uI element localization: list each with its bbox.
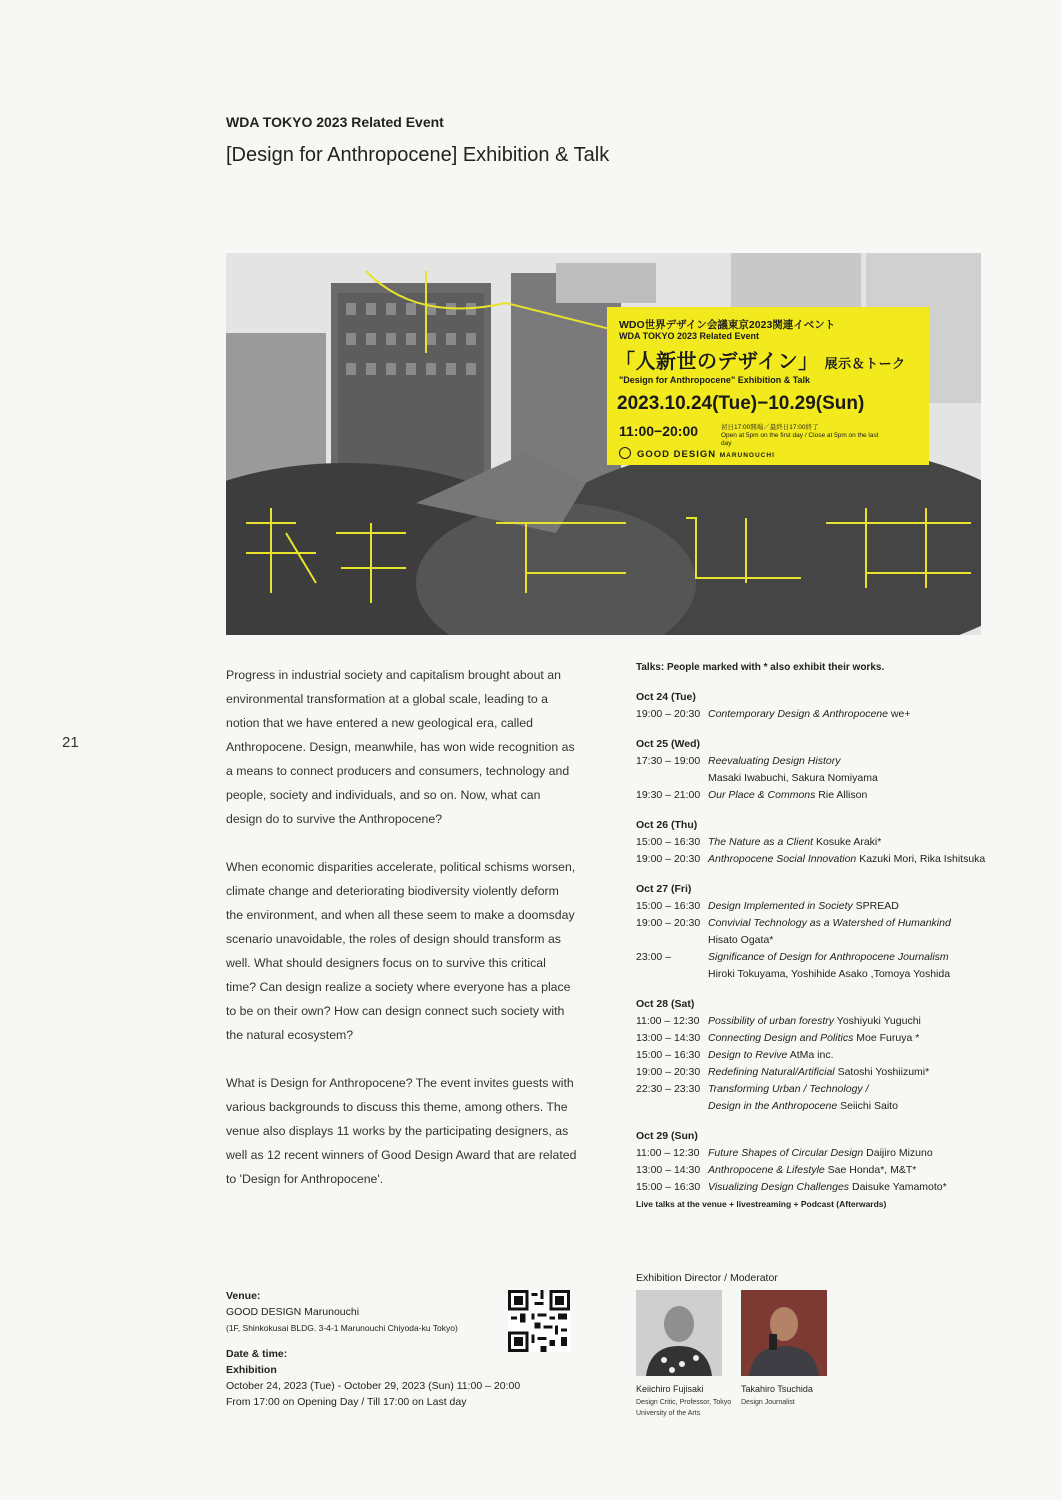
talk-people: Rie Allison — [818, 789, 868, 801]
talk-row — [636, 949, 996, 966]
director-photo-2 — [741, 1290, 827, 1376]
talk-people: Sae Honda*, M&T* — [827, 1164, 917, 1176]
schedule-day-heading: Oct 27 (Fri) — [636, 883, 692, 895]
talk-people: SPREAD — [855, 900, 899, 912]
talk-title: Convivial Technology as a Watershed of Humankind — [708, 917, 951, 929]
talk-people: Daijiro Mizuno — [866, 1147, 933, 1159]
talk-row — [636, 834, 996, 851]
talk-detail — [708, 706, 996, 723]
talk-time: 15:00 – 16:30 — [636, 900, 701, 912]
talk-title: The Nature as a Client — [708, 836, 814, 848]
talk-continuation: Hisato Ogata* — [708, 934, 774, 946]
qr-code-icon[interactable] — [508, 1290, 570, 1352]
talk-time: 13:00 – 14:30 — [636, 1164, 701, 1176]
talk-continuation: Hiroki Tokuyama, Yoshihide Asako ,Tomoya Yoshida — [708, 968, 951, 980]
talk-detail — [708, 1013, 996, 1030]
talk-detail — [708, 1081, 996, 1098]
talk-title: Design to Revive — [708, 1049, 788, 1061]
exhibition-dates: October 24, 2023 (Tue) - October 29, 2023 (Sun) 11:00 – 20:00 — [226, 1380, 521, 1392]
poster-jp-kicker: WDO世界デザイン会議東京2023関連イベント — [619, 319, 836, 331]
talk-row — [636, 1047, 996, 1064]
talk-title: Connecting Design and Politics — [708, 1032, 854, 1044]
talk-title: Our Place & Commons — [708, 789, 816, 801]
talk-title: Transforming Urban / Technology / — [708, 1083, 869, 1095]
talk-detail — [708, 1098, 996, 1115]
talk-row — [636, 851, 996, 868]
talk-time: 15:00 – 16:30 — [636, 836, 701, 848]
talk-title: Anthropocene & Lifestyle — [708, 1164, 825, 1176]
talk-title: Reevaluating Design History — [708, 755, 841, 767]
venue-name: GOOD DESIGN Marunouchi — [226, 1306, 360, 1318]
poster-brand-sub: MARUNOUCHI — [719, 452, 775, 459]
poster-jp-title — [615, 345, 906, 374]
talk-detail — [708, 834, 996, 851]
talk-row — [636, 1030, 996, 1047]
talk-detail — [708, 1047, 996, 1064]
talk-time: 19:00 – 20:30 — [636, 853, 701, 865]
talk-detail — [708, 1179, 996, 1196]
talk-detail — [708, 851, 996, 868]
talk-row — [636, 1013, 996, 1030]
live-note: Live talks at the venue + livestreaming + Podcast (Afterwards) — [636, 1199, 887, 1209]
talk-people: Moe Furuya * — [856, 1032, 920, 1044]
poster-jp-title-main: 「人新世のデザイン」 — [615, 351, 819, 373]
talk-row — [636, 1145, 996, 1162]
good-design-mark-icon — [619, 447, 631, 459]
talk-time: 11:00 – 12:30 — [636, 1015, 700, 1027]
schedule-day-heading: Oct 28 (Sat) — [636, 998, 695, 1010]
talk-row — [636, 1179, 996, 1196]
director-photo-1 — [636, 1290, 722, 1376]
event-poster — [607, 307, 929, 465]
poster-en-title: "Design for Anthropocene" Exhibition & Talk — [619, 375, 811, 385]
talk-detail — [708, 1145, 996, 1162]
poster-jp-title-suffix: 展示＆トーク — [824, 356, 906, 371]
exhibition-note: From 17:00 on Opening Day / Till 17:00 on Last day — [226, 1396, 467, 1408]
talk-detail — [708, 949, 996, 966]
schedule-day — [636, 817, 996, 868]
talk-schedule — [636, 662, 996, 1209]
talk-row — [636, 898, 996, 915]
talk-row — [636, 915, 996, 932]
talk-time: 19:00 – 20:30 — [636, 917, 701, 929]
talk-time: 19:00 – 20:30 — [636, 708, 701, 720]
body-paragraph-3: What is Design for Anthropocene? The event invites guests with various backgrounds to discuss this theme, among others. The venue also displays 11 works by the participating designers, as well as 12 recent winners of Good Design Award that are related to 'Design for Anthropocene'. — [226, 1076, 577, 1186]
talk-people: Kazuki Mori, Rika Ishitsuka — [859, 853, 986, 865]
hero-photo — [226, 253, 981, 635]
talk-row — [636, 706, 996, 723]
talk-detail — [708, 1162, 996, 1179]
talk-people: Satoshi Yoshiizumi* — [837, 1066, 930, 1078]
schedule-day-heading: Oct 24 (Tue) — [636, 691, 696, 703]
talk-title: Possibility of urban forestry — [708, 1015, 835, 1027]
exhibition-label: Exhibition — [226, 1364, 277, 1376]
talk-row — [636, 753, 996, 770]
poster-note — [721, 424, 881, 448]
datetime-label: Date & time: — [226, 1348, 288, 1360]
talk-title: Visualizing Design Challenges — [708, 1181, 850, 1193]
body-paragraph-2: When economic disparities accelerate, political schisms worsen, climate change and deteriorating biodiversity violently deform the environment, and when all these seem to make a doomsday scenario unavoidable, the roles of design should transform as well. What should designers focus on to survive this critical time? Can design realize a society where everyone has a place to be on their own? How can design connect such society with the natural ecosystem? — [226, 860, 576, 1042]
venue-address: (1F, Shinkokusai BLDG. 3-4-1 Marunouchi Chiyoda-ku Tokyo) — [226, 1323, 458, 1333]
poster-en-kicker: WDA TOKYO 2023 Related Event — [619, 331, 760, 341]
talk-row — [636, 1098, 996, 1115]
poster-brand-name: GOOD DESIGN — [637, 449, 717, 460]
poster-brand — [619, 447, 775, 460]
talk-title: Design Implemented in Society — [708, 900, 853, 912]
schedule-day-heading: Oct 29 (Sun) — [636, 1130, 698, 1142]
talk-time: 15:00 – 16:30 — [636, 1049, 701, 1061]
director-name-1: Keiichiro Fujisaki — [636, 1384, 704, 1394]
director-role-1: Design Critic, Professor, Tokyo University of the Arts — [636, 1399, 732, 1417]
talk-row — [636, 1162, 996, 1179]
talk-time: 13:00 – 14:30 — [636, 1032, 701, 1044]
poster-time: 11:00−20:00 — [619, 423, 699, 439]
talk-time: 19:00 – 20:30 — [636, 1066, 701, 1078]
talk-people: we+ — [890, 708, 911, 720]
schedule-day — [636, 996, 996, 1115]
talk-detail — [708, 898, 996, 915]
page-number: 21 — [62, 734, 79, 751]
poster-note-jp: 初日17:00開場／最終日17:00終了 — [721, 424, 819, 431]
talk-row — [636, 787, 996, 804]
talk-row — [636, 1081, 996, 1098]
schedule-day-heading: Oct 25 (Wed) — [636, 738, 700, 750]
poster-note-en: Open at 5pm on the first day / Close at 5pm on the last day — [721, 432, 879, 447]
talk-people: Daisuke Yamamoto* — [851, 1181, 947, 1193]
poster-date: 2023.10.24(Tue)−10.29(Sun) — [617, 393, 865, 414]
talk-time: 11:00 – 12:30 — [636, 1147, 700, 1159]
kicker: WDA TOKYO 2023 Related Event — [226, 114, 444, 130]
venue-label: Venue: — [226, 1290, 261, 1302]
schedule-day — [636, 689, 996, 723]
talk-title: Significance of Design for Anthropocene Journalism — [708, 951, 949, 963]
talk-detail — [708, 753, 996, 770]
schedule-day-heading: Oct 26 (Thu) — [636, 819, 698, 831]
directors-label: Exhibition Director / Moderator — [636, 1272, 778, 1284]
schedule-intro: Talks: People marked with * also exhibit their works. — [636, 662, 885, 673]
talk-time — [636, 1098, 708, 1115]
schedule-day — [636, 736, 996, 804]
talk-title: Future Shapes of Circular Design — [708, 1147, 864, 1159]
venue-info — [226, 1288, 520, 1410]
talk-people: Yoshiyuki Yuguchi — [836, 1015, 921, 1027]
talk-time: 22:30 – 23:30 — [636, 1083, 701, 1095]
director-role-2: Design Journalist — [741, 1399, 795, 1406]
talk-detail — [708, 1064, 996, 1081]
talk-detail — [708, 787, 996, 804]
schedule-day — [636, 881, 996, 983]
talk-people: Kosuke Araki* — [815, 836, 882, 848]
talk-continuation: Masaki Iwabuchi, Sakura Nomiyama — [708, 772, 878, 784]
talk-time: 23:00 – — [636, 951, 672, 963]
talk-people: Seiichi Saito — [840, 1100, 898, 1112]
talk-title: Redefining Natural/Artificial — [708, 1066, 835, 1078]
talk-detail — [708, 915, 996, 932]
talk-row — [636, 1064, 996, 1081]
talk-title: Anthropocene Social Innovation — [708, 853, 857, 865]
talk-title: Contemporary Design & Anthropocene — [708, 708, 888, 720]
talk-time: 15:00 – 16:30 — [636, 1181, 701, 1193]
talk-time: 19:30 – 21:00 — [636, 789, 701, 801]
talk-detail — [708, 1030, 996, 1047]
talk-people: AtMa inc. — [789, 1049, 834, 1061]
talk-title: Design in the Anthropocene — [708, 1100, 838, 1112]
talk-time: 17:30 – 19:00 — [636, 755, 701, 767]
body-paragraph-1: Progress in industrial society and capitalism brought about an environmental transformation at a global scale, leading to a notion that we have entered a new geological era, called Anthropocene. Design, meanwhile, has won wide recognition as a means to connect producers and consumers, technology and people, society and individuals, and so on. Now, what can design do to survive the Anthropocene? — [226, 668, 575, 826]
page-title: [Design for Anthropocene] Exhibition & Talk — [226, 144, 610, 166]
schedule-days — [636, 689, 996, 1196]
schedule-day — [636, 1128, 996, 1196]
director-name-2: Takahiro Tsuchida — [741, 1384, 813, 1394]
